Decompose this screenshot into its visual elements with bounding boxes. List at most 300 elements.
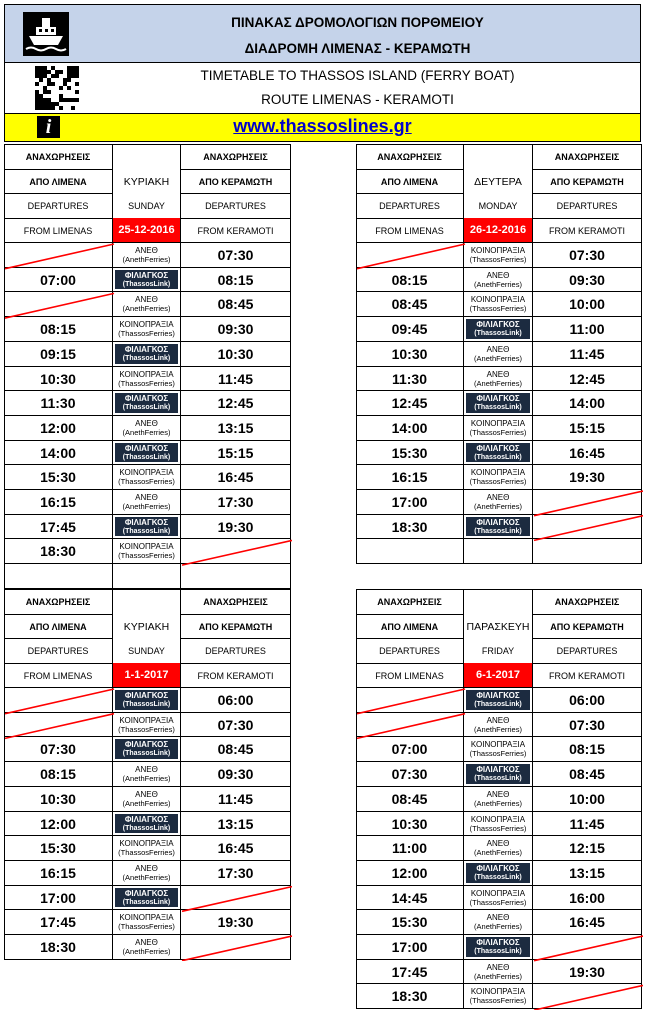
operator-name-english: (AnethFerries) xyxy=(122,947,171,956)
operator-thassoslink xyxy=(115,344,178,364)
departure-keramoti-time: 17:30 xyxy=(181,490,291,515)
operator-name-english: (AnethFerries) xyxy=(122,774,171,783)
departure-limenas-time xyxy=(356,713,464,737)
operator-name-english: (ThassosFerries) xyxy=(118,724,175,734)
operator-name-greek: ΚΟΙΝΟΠΡΑΞΙΑ xyxy=(470,987,526,996)
operator-name-greek: ΦΙΛΙΑΓΚΟΣ xyxy=(476,864,520,873)
departure-limenas-time: 17:45 xyxy=(4,515,113,539)
operator-cell xyxy=(113,465,181,490)
operator-name-english: (ThassosLink) xyxy=(474,404,522,411)
header-limenas-label: ΑΝΑΧΩΡΗΣΕΙΣ xyxy=(4,589,113,615)
header-limenas-label: DEPARTURES xyxy=(4,194,113,219)
departure-keramoti-time xyxy=(533,539,642,564)
operator-thassoslink xyxy=(115,814,178,833)
day-greek: ΔΕΥΤΕΡΑ xyxy=(474,176,522,188)
departure-keramoti-time xyxy=(181,564,291,589)
header-limenas-label: FROM LIMENAS xyxy=(356,219,464,243)
departure-limenas-time: 16:15 xyxy=(356,465,464,490)
operator-cell xyxy=(113,539,181,564)
departure-keramoti-time: 19:30 xyxy=(181,515,291,539)
operator-cell xyxy=(113,342,181,367)
header-keramoti-label: DEPARTURES xyxy=(181,194,291,219)
departure-limenas-time: 12:00 xyxy=(356,861,464,886)
operator-cell xyxy=(464,984,533,1009)
header-day-cell xyxy=(113,589,181,688)
operator-name-english: (ThassosFerries) xyxy=(118,551,175,560)
operator-thassoslink xyxy=(466,764,530,784)
day-english: SUNDAY xyxy=(128,201,165,211)
departure-limenas-time: 12:00 xyxy=(4,416,113,441)
operator-thassoslink xyxy=(466,863,530,883)
departure-limenas-time: 09:45 xyxy=(356,317,464,342)
operator-name-english: (AnethFerries) xyxy=(474,354,522,363)
operator-name-greek: ΦΙΛΙΑΓΚΟΣ xyxy=(124,740,169,749)
operator-name-english: (ThassosFerries) xyxy=(469,749,527,758)
departure-limenas-time: 10:30 xyxy=(356,812,464,836)
operator-name-greek: ΦΙΛΙΑΓΚΟΣ xyxy=(124,517,169,527)
title-english: TIMETABLE TO THASSOS ISLAND (FERRY BOAT) xyxy=(200,68,515,83)
operator-name-greek: ΑΝΕΘ xyxy=(486,270,510,280)
operator-name-greek: ΑΝΕΘ xyxy=(486,493,510,502)
departure-limenas-time xyxy=(4,564,113,589)
route-greek: ΔΙΑΔΡΟΜΗ ΛΙΜΕΝΑΣ - ΚΕΡΑΜΩΤΗ xyxy=(244,41,471,56)
operator-anethferries xyxy=(115,764,178,784)
date-badge: 25-12-2016 xyxy=(113,218,180,242)
operator-name-english: (AnethFerries) xyxy=(474,378,522,388)
operator-name-greek: ΑΝΕΘ xyxy=(486,962,510,972)
departure-keramoti-time: 08:45 xyxy=(533,762,642,787)
header-limenas-label: DEPARTURES xyxy=(4,639,113,664)
header-limenas-label: DEPARTURES xyxy=(356,639,464,664)
operator-cell xyxy=(113,317,181,342)
departure-limenas-time: 17:45 xyxy=(356,960,464,984)
header-limenas-label: FROM LIMENAS xyxy=(356,664,464,688)
date-badge: 1-1-2017 xyxy=(113,663,180,687)
operator-cell xyxy=(113,737,181,762)
operator-thassosferries xyxy=(115,369,178,388)
operator-cell xyxy=(464,713,533,737)
operator-name-english: (ThassosLink) xyxy=(474,701,522,708)
departure-limenas-time: 08:15 xyxy=(356,268,464,292)
operator-thassoslink xyxy=(466,937,530,957)
header-limenas-label: ΑΝΑΧΩΡΗΣΕΙΣ xyxy=(356,589,464,615)
operator-name-greek: ΚΟΙΝΟΠΡΑΞΙΑ xyxy=(119,839,174,848)
operator-anethferries xyxy=(115,863,178,883)
operator-anethferries xyxy=(466,912,530,932)
departure-limenas-time: 18:30 xyxy=(356,984,464,1009)
header-limenas-label: ΑΝΑΧΩΡΗΣΕΙΣ xyxy=(4,144,113,170)
operator-thassoslink xyxy=(115,270,178,289)
operator-name-greek: ΦΙΛΙΑΓΚΟΣ xyxy=(476,765,520,774)
operator-cell xyxy=(464,317,533,342)
operator-name-english: (AnethFerries) xyxy=(122,799,171,808)
day-greek: ΠΑΡΑΣΚΕΥΗ xyxy=(466,621,530,633)
info-icon: i xyxy=(37,116,60,138)
operator-name-english: (ThassosLink) xyxy=(474,775,522,782)
operator-anethferries xyxy=(466,838,530,858)
header-keramoti-label: FROM KERAMOTI xyxy=(181,219,291,243)
operator-cell xyxy=(113,787,181,812)
operator-name-greek: ΦΙΛΙΑΓΚΟΣ xyxy=(476,517,520,527)
header-keramoti-label: DEPARTURES xyxy=(533,639,642,664)
departure-keramoti-time: 09:30 xyxy=(181,317,291,342)
operator-name-english: (ThassosFerries) xyxy=(118,477,175,486)
departure-limenas-time: 11:30 xyxy=(4,391,113,416)
header-limenas-label: FROM LIMENAS xyxy=(4,219,113,243)
operator-thassosferries xyxy=(115,541,178,561)
departure-keramoti-time: 08:15 xyxy=(181,268,291,292)
departure-limenas-time xyxy=(4,713,113,737)
operator-name-greek: ΦΙΛΙΑΓΚΟΣ xyxy=(476,443,520,453)
operator-cell xyxy=(113,292,181,317)
operator-cell xyxy=(464,787,533,812)
operator-name-english: (ThassosLink) xyxy=(122,280,171,288)
operator-name-english: (AnethFerries) xyxy=(122,428,171,437)
operator-name-greek: ΚΟΙΝΟΠΡΑΞΙΑ xyxy=(470,295,526,304)
operator-name-english: (ThassosLink) xyxy=(122,898,171,906)
operator-name-greek: ΚΟΙΝΟΠΡΑΞΙΑ xyxy=(470,246,526,255)
operator-cell xyxy=(113,713,181,737)
departure-keramoti-time: 12:45 xyxy=(181,391,291,416)
operator-cell xyxy=(113,416,181,441)
departure-limenas-time: 15:30 xyxy=(356,910,464,935)
operator-cell xyxy=(464,515,533,539)
operator-name-english: (ThassosFerries) xyxy=(469,477,527,486)
operator-name-greek: ΦΙΛΙΑΓΚΟΣ xyxy=(476,394,520,403)
operator-name-greek: ΑΝΕΘ xyxy=(486,790,510,799)
qr-code xyxy=(35,66,79,110)
departure-keramoti-time: 09:30 xyxy=(181,762,291,787)
operator-cell xyxy=(464,292,533,317)
operator-cell xyxy=(113,490,181,515)
operator-thassoslink xyxy=(115,517,178,536)
departure-limenas-time xyxy=(356,688,464,713)
departure-keramoti-time: 11:45 xyxy=(533,342,642,367)
operator-cell xyxy=(464,465,533,490)
departure-keramoti-time: 13:15 xyxy=(533,861,642,886)
operator-cell xyxy=(464,886,533,910)
operator-name-greek: ΚΟΙΝΟΠΡΑΞΙΑ xyxy=(470,419,526,428)
departure-keramoti-time: 11:45 xyxy=(181,367,291,391)
operator-cell xyxy=(464,688,533,713)
date-badge: 6-1-2017 xyxy=(464,663,532,687)
operator-name-greek: ΦΙΛΙΑΓΚΟΣ xyxy=(124,270,169,280)
operator-cell xyxy=(464,836,533,861)
departure-keramoti-time xyxy=(533,935,642,960)
departure-keramoti-time: 16:45 xyxy=(181,836,291,861)
operator-name-english: (AnethFerries) xyxy=(474,922,522,931)
operator-name-english: (AnethFerries) xyxy=(474,971,522,981)
date-badge: 26-12-2016 xyxy=(464,218,532,242)
day-english: SUNDAY xyxy=(128,646,165,656)
route-english: ROUTE LIMENAS - KERAMOTI xyxy=(261,92,454,107)
website-link[interactable]: www.thassoslines.gr xyxy=(233,116,412,136)
day-greek: ΚΥΡΙΑΚΗ xyxy=(123,176,170,188)
operator-name-english: (ThassosLink) xyxy=(122,355,171,362)
departure-keramoti-time xyxy=(181,539,291,564)
operator-name-english: (ThassosLink) xyxy=(122,750,171,757)
departure-keramoti-time: 13:15 xyxy=(181,812,291,836)
operator-name-english: (ThassosFerries) xyxy=(118,848,175,857)
operator-cell xyxy=(464,935,533,960)
departure-keramoti-time: 13:15 xyxy=(181,416,291,441)
header-keramoti-label: ΑΠΟ ΚΕΡΑΜΩΤΗ xyxy=(533,615,642,639)
header-keramoti-label: FROM KERAMOTI xyxy=(181,664,291,688)
operator-cell xyxy=(464,910,533,935)
operator-anethferries xyxy=(115,937,178,957)
operator-cell xyxy=(464,367,533,391)
operator-name-english: (ThassosLink) xyxy=(474,453,522,461)
operator-name-english: (ThassosFerries) xyxy=(118,329,175,338)
operator-name-english: (ThassosFerries) xyxy=(469,823,527,833)
header-keramoti-label: ΑΠΟ ΚΕΡΑΜΩΤΗ xyxy=(181,170,291,194)
departure-limenas-time: 07:30 xyxy=(356,762,464,787)
operator-name-english: (AnethFerries) xyxy=(474,799,522,808)
departure-limenas-time: 10:30 xyxy=(4,367,113,391)
departure-limenas-time: 11:30 xyxy=(356,367,464,391)
departure-keramoti-time xyxy=(181,935,291,960)
operator-thassoslink xyxy=(466,319,530,339)
departure-limenas-time: 07:30 xyxy=(4,737,113,762)
departure-keramoti-time: 16:00 xyxy=(533,886,642,910)
header-limenas-label: ΑΠΟ ΛΙΜΕΝΑ xyxy=(356,170,464,194)
operator-thassosferries xyxy=(466,294,530,314)
timetable-block xyxy=(4,144,291,589)
operator-name-english: (ThassosFerries) xyxy=(118,378,175,388)
operator-name-english: (ThassosFerries) xyxy=(469,428,527,437)
departure-keramoti-time: 19:30 xyxy=(533,465,642,490)
operator-name-english: (ThassosFerries) xyxy=(469,897,527,907)
operator-cell xyxy=(113,515,181,539)
operator-name-english: (AnethFerries) xyxy=(122,502,171,511)
operator-cell xyxy=(464,539,533,564)
departure-limenas-time: 15:30 xyxy=(4,836,113,861)
departure-limenas-time: 18:30 xyxy=(356,515,464,539)
departure-keramoti-time: 08:15 xyxy=(533,737,642,762)
operator-thassoslink xyxy=(466,443,530,462)
departure-keramoti-time: 12:45 xyxy=(533,367,642,391)
departure-keramoti-time: 07:30 xyxy=(533,243,642,268)
operator-name-greek: ΑΝΕΘ xyxy=(135,419,158,428)
operator-name-greek: ΚΟΙΝΟΠΡΑΞΙΑ xyxy=(470,740,526,749)
departure-keramoti-time: 08:45 xyxy=(181,737,291,762)
departure-limenas-time xyxy=(4,292,113,317)
operator-name-greek: ΑΝΕΘ xyxy=(135,864,158,873)
operator-cell xyxy=(113,861,181,886)
operator-name-english: (AnethFerries) xyxy=(474,724,522,734)
departure-keramoti-time: 19:30 xyxy=(533,960,642,984)
operator-thassosferries xyxy=(466,888,530,907)
operator-thassosferries xyxy=(466,986,530,1006)
operator-name-greek: ΦΙΛΙΑΓΚΟΣ xyxy=(124,345,169,354)
operator-name-english: (ThassosFerries) xyxy=(469,996,527,1005)
operator-name-greek: ΑΝΕΘ xyxy=(486,369,510,379)
operator-name-greek: ΑΝΕΘ xyxy=(135,295,158,304)
operator-name-english: (ThassosFerries) xyxy=(118,922,175,931)
operator-anethferries xyxy=(466,789,530,809)
departure-limenas-time: 17:00 xyxy=(356,490,464,515)
header-keramoti-label: DEPARTURES xyxy=(181,639,291,664)
departure-limenas-time: 14:00 xyxy=(356,416,464,441)
operator-name-greek: ΚΟΙΝΟΠΡΑΞΙΑ xyxy=(119,468,174,477)
departure-keramoti-time: 08:45 xyxy=(181,292,291,317)
operator-anethferries xyxy=(466,962,530,981)
operator-name-greek: ΑΝΕΘ xyxy=(486,839,510,848)
operator-name-greek: ΚΟΙΝΟΠΡΑΞΙΑ xyxy=(119,320,174,329)
operator-anethferries xyxy=(115,492,178,512)
operator-name-english: (ThassosLink) xyxy=(474,948,522,955)
operator-cell xyxy=(113,836,181,861)
operator-thassosferries xyxy=(466,418,530,438)
header-title-band xyxy=(4,4,641,63)
operator-name-english: (ThassosLink) xyxy=(122,527,171,535)
header-keramoti-label: ΑΝΑΧΩΡΗΣΕΙΣ xyxy=(533,589,642,615)
header-keramoti-label: ΑΝΑΧΩΡΗΣΕΙΣ xyxy=(181,589,291,615)
timetable-block xyxy=(356,589,642,1009)
departure-keramoti-time xyxy=(533,515,642,539)
operator-name-english: (ThassosLink) xyxy=(122,453,171,461)
departure-limenas-time xyxy=(356,243,464,268)
operator-name-english: (AnethFerries) xyxy=(474,502,522,511)
header-english-band xyxy=(4,63,641,114)
operator-name-english: (ThassosFerries) xyxy=(469,255,527,264)
operator-name-greek: ΦΙΛΙΑΓΚΟΣ xyxy=(124,443,169,453)
operator-thassoslink xyxy=(466,690,530,710)
departure-keramoti-time: 09:30 xyxy=(533,268,642,292)
operator-cell xyxy=(113,367,181,391)
operator-name-greek: ΑΝΕΘ xyxy=(135,246,158,255)
operator-name-english: (ThassosLink) xyxy=(474,874,522,881)
operator-cell xyxy=(464,416,533,441)
operator-cell xyxy=(113,910,181,935)
operator-name-english: (AnethFerries) xyxy=(122,304,171,313)
operator-cell xyxy=(464,762,533,787)
operator-name-english: (ThassosLink) xyxy=(122,404,171,411)
operator-cell xyxy=(113,243,181,268)
header-limenas-label: FROM LIMENAS xyxy=(4,664,113,688)
website-band xyxy=(4,114,641,142)
operator-anethferries xyxy=(466,270,530,289)
departure-keramoti-time xyxy=(533,984,642,1009)
operator-name-greek: ΚΟΙΝΟΠΡΑΞΙΑ xyxy=(470,468,526,477)
departure-limenas-time: 11:00 xyxy=(356,836,464,861)
departure-keramoti-time: 10:30 xyxy=(181,342,291,367)
operator-cell xyxy=(464,391,533,416)
departure-limenas-time xyxy=(356,539,464,564)
departure-limenas-time: 17:00 xyxy=(4,886,113,910)
timetable-block xyxy=(356,144,642,564)
departure-keramoti-time: 12:15 xyxy=(533,836,642,861)
departure-limenas-time: 16:15 xyxy=(4,490,113,515)
departure-keramoti-time: 14:00 xyxy=(533,391,642,416)
header-limenas-label: DEPARTURES xyxy=(356,194,464,219)
day-english: FRIDAY xyxy=(481,646,515,656)
operator-name-greek: ΦΙΛΙΑΓΚΟΣ xyxy=(124,888,169,898)
operator-cell xyxy=(113,441,181,465)
operator-cell xyxy=(464,490,533,515)
operator-name-greek: ΑΝΕΘ xyxy=(135,493,158,502)
ship-icon xyxy=(23,12,69,56)
operator-thassoslink xyxy=(115,739,178,759)
operator-thassosferries xyxy=(466,467,530,487)
header-keramoti-label: ΑΝΑΧΩΡΗΣΕΙΣ xyxy=(533,144,642,170)
departure-limenas-time xyxy=(4,688,113,713)
departure-limenas-time xyxy=(4,243,113,268)
operator-name-greek: ΚΟΙΝΟΠΡΑΞΙΑ xyxy=(119,542,174,551)
departure-limenas-time: 08:15 xyxy=(4,762,113,787)
departure-limenas-time: 17:45 xyxy=(4,910,113,935)
operator-name-english: (ThassosLink) xyxy=(122,824,171,832)
operator-cell xyxy=(113,268,181,292)
operator-thassoslink xyxy=(115,888,178,907)
operator-name-greek: ΑΝΕΘ xyxy=(486,913,510,922)
departure-limenas-time: 15:30 xyxy=(356,441,464,465)
departure-limenas-time: 07:00 xyxy=(4,268,113,292)
operator-cell xyxy=(464,243,533,268)
operator-thassosferries xyxy=(115,319,178,339)
operator-name-greek: ΚΟΙΝΟΠΡΑΞΙΑ xyxy=(470,814,526,824)
departure-keramoti-time: 06:00 xyxy=(181,688,291,713)
departure-limenas-time: 10:30 xyxy=(356,342,464,367)
operator-name-english: (AnethFerries) xyxy=(474,279,522,289)
departure-keramoti-time: 07:30 xyxy=(533,713,642,737)
operator-name-english: (ThassosLink) xyxy=(122,701,171,708)
operator-cell xyxy=(113,564,181,589)
departure-keramoti-time xyxy=(181,886,291,910)
operator-cell xyxy=(464,960,533,984)
day-greek: ΚΥΡΙΑΚΗ xyxy=(123,621,170,633)
header-keramoti-label: FROM KERAMOTI xyxy=(533,219,642,243)
header-keramoti-label: ΑΠΟ ΚΕΡΑΜΩΤΗ xyxy=(181,615,291,639)
timetable-block xyxy=(4,589,291,960)
departure-limenas-time: 08:45 xyxy=(356,787,464,812)
departure-keramoti-time: 19:30 xyxy=(181,910,291,935)
departure-keramoti-time xyxy=(533,490,642,515)
departure-limenas-time: 17:00 xyxy=(356,935,464,960)
operator-name-english: (ThassosLink) xyxy=(474,330,522,337)
operator-cell xyxy=(113,762,181,787)
operator-name-greek: ΦΙΛΙΑΓΚΟΣ xyxy=(124,394,169,403)
departure-keramoti-time: 07:30 xyxy=(181,243,291,268)
operator-name-greek: ΦΙΛΙΑΓΚΟΣ xyxy=(476,320,520,329)
header-limenas-label: ΑΠΟ ΛΙΜΕΝΑ xyxy=(4,170,113,194)
operator-name-greek: ΦΙΛΙΑΓΚΟΣ xyxy=(124,814,169,824)
header-day-cell xyxy=(464,589,533,688)
operator-thassoslink xyxy=(466,517,530,536)
operator-name-english: (ThassosLink) xyxy=(474,527,522,535)
departure-keramoti-time: 16:45 xyxy=(181,465,291,490)
day-english: MONDAY xyxy=(478,201,518,211)
operator-cell xyxy=(464,861,533,886)
operator-name-greek: ΑΝΕΘ xyxy=(135,938,158,947)
operator-cell xyxy=(464,268,533,292)
departure-keramoti-time: 06:00 xyxy=(533,688,642,713)
departure-limenas-time: 07:00 xyxy=(356,737,464,762)
operator-thassosferries xyxy=(466,814,530,833)
departure-limenas-time: 18:30 xyxy=(4,935,113,960)
departure-limenas-time: 10:30 xyxy=(4,787,113,812)
departure-limenas-time: 14:00 xyxy=(4,441,113,465)
operator-name-greek: ΑΝΕΘ xyxy=(135,790,158,799)
operator-name-english: (AnethFerries) xyxy=(474,848,522,857)
departure-limenas-time: 12:45 xyxy=(356,391,464,416)
operator-thassoslink xyxy=(115,393,178,413)
departure-limenas-time: 14:45 xyxy=(356,886,464,910)
operator-cell xyxy=(464,812,533,836)
departure-keramoti-time: 16:45 xyxy=(533,441,642,465)
operator-cell xyxy=(113,812,181,836)
operator-name-greek: ΑΝΕΘ xyxy=(486,345,510,354)
